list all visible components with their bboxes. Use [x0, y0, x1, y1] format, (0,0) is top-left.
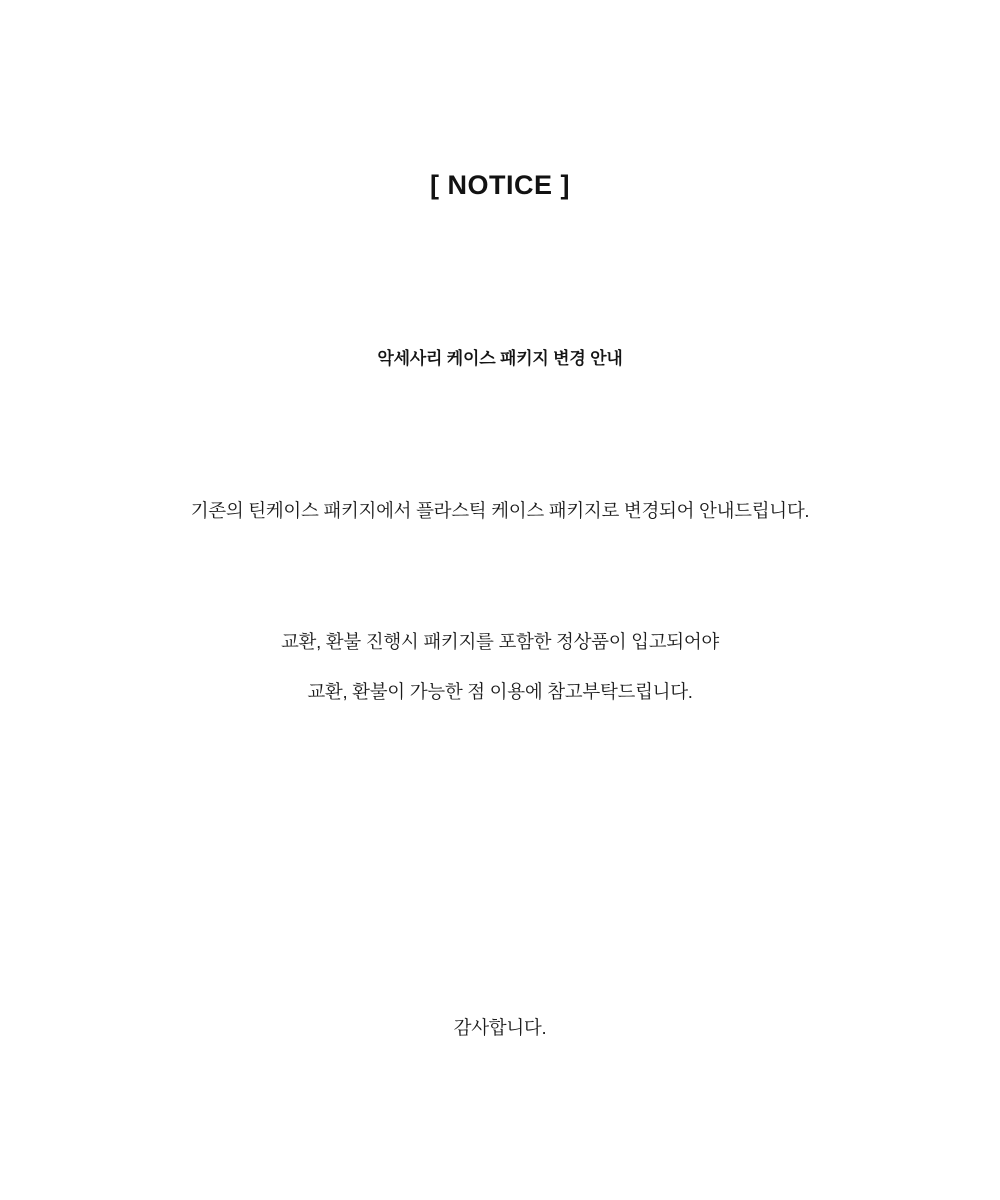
notice-subtitle: 악세사리 케이스 패키지 변경 안내 — [377, 349, 623, 369]
notice-paragraph-secondary-line-2: 교환, 환불이 가능한 점 이용에 참고부탁드립니다. — [307, 680, 693, 702]
notice-paragraph-secondary-line-1: 교환, 환불 진행시 패키지를 포함한 정상품이 입고되어야 — [280, 631, 719, 652]
notice-paragraph-secondary — [0, 628, 1000, 706]
notice-closing: 감사합니다. — [453, 1017, 547, 1038]
notice-paragraph-primary-line: 기존의 틴케이스 패키지에서 플라스틱 케이스 패키지로 변경되어 안내드립니다. — [190, 500, 810, 521]
page-title: [ NOTICE ] — [430, 170, 570, 201]
notice-paragraph-primary — [0, 497, 1000, 526]
